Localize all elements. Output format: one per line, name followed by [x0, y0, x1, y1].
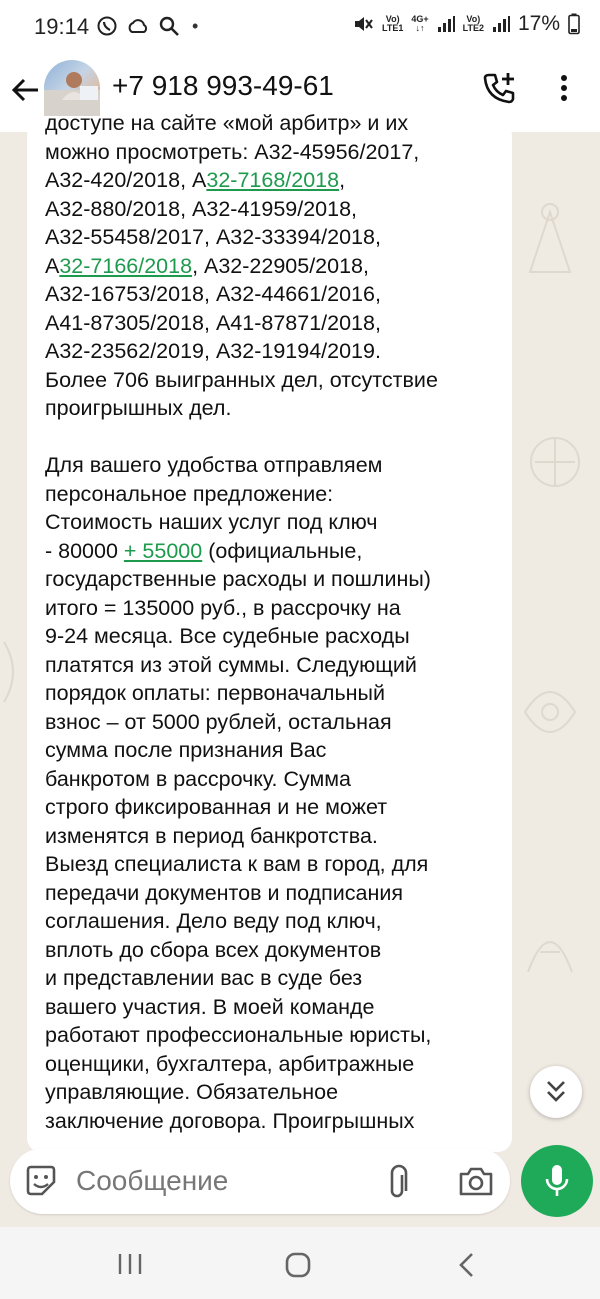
message-text-segment: сумма после признания Вас: [45, 738, 327, 762]
message-text-segment: (официальные,: [202, 538, 363, 563]
message-text-segment: Более 706 выигранных дел, отсутствие: [45, 367, 438, 392]
message-text-segment: вашего участия. В моей команде: [45, 994, 375, 1019]
battery-icon: [568, 13, 580, 35]
message-line: [45, 822, 505, 851]
attach-icon[interactable]: [384, 1163, 414, 1199]
message-line: [45, 879, 505, 908]
back-arrow-icon[interactable]: [10, 74, 42, 106]
message-text-segment: платятся из этой суммы. Следующий: [45, 652, 417, 677]
message-line: [45, 964, 505, 993]
message-text-segment: Для вашего удобства отправляем: [45, 453, 383, 477]
recent-apps-icon[interactable]: [116, 1252, 144, 1276]
message-link[interactable]: 32-7166/2018: [59, 253, 193, 278]
message-line: [45, 280, 505, 309]
camera-icon[interactable]: [458, 1164, 494, 1198]
message-line: [45, 138, 505, 167]
scroll-to-bottom-button[interactable]: [530, 1066, 582, 1118]
message-text-segment: А32-16753/2018, А32-44661/2016,: [45, 282, 381, 306]
sim2-indicator: Vo) LTE2: [462, 14, 484, 33]
signal-icon-1: [437, 15, 455, 33]
wallpaper-doodle-icon: [0, 632, 26, 712]
message-text-segment: - 80000: [45, 538, 124, 563]
message-text-segment: управляющие. Обязательное: [45, 1080, 339, 1104]
message-text-segment: ,: [339, 168, 346, 192]
message-line: [45, 223, 505, 252]
message-text-segment: строго фиксированная и не может: [45, 795, 388, 819]
home-icon[interactable]: [284, 1251, 312, 1279]
message-text-segment: взнос – от 5000 рублей, остальная: [45, 709, 392, 734]
message-line: [45, 679, 505, 708]
paragraph-gap: [45, 423, 505, 452]
message-text-segment: проигрышных дел.: [45, 396, 232, 420]
message-text-segment: А32-55458/2017, А32-33394/2018,: [45, 225, 381, 249]
message-text-segment: можно просмотреть: А32-45956/2017,: [45, 139, 420, 164]
voice-message-button[interactable]: [521, 1145, 593, 1217]
whatsapp-icon: [96, 15, 118, 37]
message-text-segment: банкротом в рассрочку. Сумма: [45, 766, 352, 791]
message-line: [45, 594, 505, 623]
message-text-segment: А41-87305/2018, А41-87871/2018,: [45, 310, 381, 335]
double-chevron-down-icon: [530, 1066, 582, 1118]
message-line: [45, 109, 505, 138]
message-text-segment: государственные расходы и пошлины): [45, 567, 431, 591]
message-text-segment: заключение договора. Проигрышных: [45, 1108, 415, 1133]
cloud-icon: [126, 16, 150, 36]
message-text-segment: А: [45, 253, 60, 278]
avatar-photo: [44, 60, 100, 116]
message-line: [45, 1078, 505, 1107]
message-line: [45, 1050, 505, 1079]
message-text-segment: Стоимость наших услуг под ключ: [45, 510, 378, 534]
message-line: [45, 480, 505, 509]
message-line: [45, 565, 505, 594]
status-system-icons: [352, 12, 580, 36]
signal-icon-2: [492, 15, 510, 33]
message-line: [45, 166, 505, 195]
message-link[interactable]: 32-7168/2018: [206, 168, 340, 192]
system-nav-bar: [0, 1227, 600, 1299]
message-line: [45, 1107, 505, 1136]
message-line: [45, 936, 505, 965]
status-dot: •: [192, 15, 199, 36]
battery-percent: 17%: [517, 12, 560, 35]
back-icon[interactable]: [456, 1251, 476, 1279]
wallpaper-doodle-icon: [520, 192, 590, 282]
message-composer[interactable]: [10, 1148, 510, 1214]
message-text-segment: А32-880/2018, А32-41959/2018,: [45, 196, 358, 221]
message-text-segment: вплоть до сбора всех документов: [45, 937, 382, 962]
message-text: [45, 109, 505, 1135]
message-line: [45, 451, 505, 480]
message-line: [45, 366, 505, 395]
status-time: 19:14: [34, 14, 90, 39]
message-line: [45, 309, 505, 338]
sim1-indicator: Vo) LTE1: [382, 14, 404, 33]
message-text-segment: 9-24 месяца. Все судебные расходы: [45, 624, 410, 648]
wallpaper-doodle-icon: [515, 672, 585, 752]
message-line: [45, 907, 505, 936]
message-text-segment: передачи документов и подписания: [45, 880, 404, 905]
message-text-segment: изменятся в период банкротства.: [45, 823, 378, 848]
message-text-segment: , А32-22905/2018,: [192, 253, 369, 278]
mute-icon: [352, 13, 374, 35]
message-text-segment: А32-420/2018, А: [45, 168, 207, 192]
search-icon: [158, 15, 180, 37]
status-notification-icons: [96, 15, 198, 37]
message-line: [45, 708, 505, 737]
message-line: [45, 252, 505, 281]
message-line: [45, 1021, 505, 1050]
message-text-segment: итого = 135000 руб., в рассрочку на: [45, 595, 401, 620]
message-text-segment: оценщики, бухгалтера, арбитражные: [45, 1051, 415, 1076]
emoji-icon[interactable]: [24, 1164, 58, 1198]
message-text-segment: доступе на сайте «мой арбитр» и их: [45, 111, 409, 135]
wallpaper-doodle-icon: [520, 912, 580, 982]
message-line: [45, 736, 505, 765]
wallpaper-doodle-icon: [525, 432, 585, 492]
message-line: [45, 622, 505, 651]
message-text-segment: персональное предложение:: [45, 481, 334, 506]
message-link[interactable]: + 55000: [123, 538, 203, 563]
message-input[interactable]: Сообщение: [76, 1165, 229, 1196]
message-line: [45, 508, 505, 537]
message-line: [45, 195, 505, 224]
message-text-segment: Выезд специалиста к вам в город, для: [45, 852, 429, 876]
message-line: [45, 651, 505, 680]
add-call-icon[interactable]: [482, 70, 518, 106]
message-text-segment: и представлении вас в суде без: [45, 966, 363, 990]
message-line: [45, 765, 505, 794]
message-text-segment: порядок оплаты: первоначальный: [45, 681, 386, 705]
message-line: [45, 850, 505, 879]
message-line: [45, 993, 505, 1022]
message-line: [45, 793, 505, 822]
network-indicator: 4G+ ↓↑: [411, 14, 429, 33]
status-bar: [0, 0, 600, 56]
message-text-segment: работают профессиональные юристы,: [45, 1023, 432, 1047]
more-vert-icon[interactable]: [552, 70, 576, 106]
mic-icon: [543, 1163, 571, 1199]
message-text-segment: А32-23562/2019, А32-19194/2019.: [45, 339, 381, 363]
avatar[interactable]: [44, 60, 100, 116]
chat-area[interactable]: [0, 111, 600, 1142]
message-line: [45, 394, 505, 423]
message-text-segment: соглашения. Дело веду под ключ,: [45, 909, 382, 933]
message-line: [45, 537, 505, 566]
contact-name[interactable]: +7 918 993-49-61: [112, 70, 334, 101]
message-line: [45, 337, 505, 366]
